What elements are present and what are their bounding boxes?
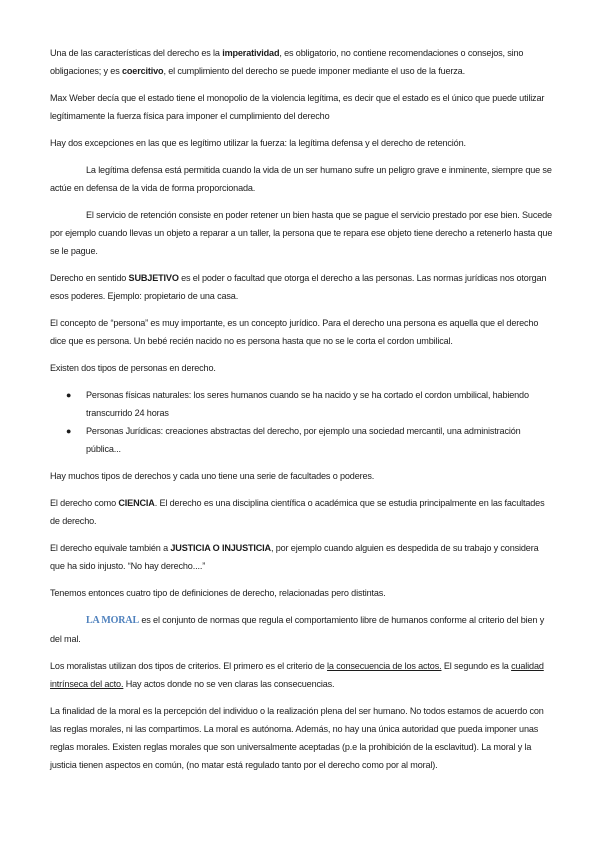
term-ciencia: CIENCIA	[118, 498, 155, 508]
text: El derecho equivale también a	[50, 543, 171, 553]
bullet-icon: ●	[66, 426, 72, 436]
text: El segundo es la	[441, 661, 512, 671]
paragraph-subjetivo	[50, 269, 555, 305]
text: , por ejemplo cuando alguien es despedida de su trabajo y considera que ha sido injusto. “No hay derecho....”	[50, 543, 539, 571]
paragraph-tipos-personas: Existen dos tipos de personas en derecho.	[50, 363, 216, 373]
term-subjetivo: SUBJETIVO	[128, 273, 179, 283]
text: Hay actos donde no se ven claras las consecuencias.	[123, 679, 335, 689]
paragraph-moralistas	[50, 657, 555, 693]
list-item	[50, 422, 555, 458]
text: El derecho como	[50, 498, 119, 508]
text: . El derecho es una disciplina científica o académica que se estudia principalmente en las facultades de derecho.	[50, 498, 545, 526]
bullet-icon: ●	[66, 390, 72, 400]
list-item-text: Personas físicas naturales: los seres humanos cuando se ha nacido y se ha cortado el cordon umbilical, habiendo transcurrido 24 horas	[86, 390, 529, 418]
paragraph-legitima-defensa: La legítima defensa está permitida cuando la vida de un ser humano sufre un peligro grave e inminente, siempre que se actúe en defensa de la vida de forma proporcionada.	[50, 165, 552, 193]
text: Una de las características del derecho es la	[50, 48, 223, 58]
paragraph-retencion: El servicio de retención consiste en poder retener un bien hasta que se pague el servicio prestado por ese bien. Sucede por ejemplo cuando llevas un objeto a reparar a un taller, la persona que te repara ese objeto tiene derecho a retenerlo hasta que se le pague.	[50, 210, 553, 256]
paragraph-cuatro-definiciones: Tenemos entonces cuatro tipo de definiciones de derecho, relacionadas pero distintas.	[50, 588, 386, 598]
text: Derecho en sentido	[50, 273, 129, 283]
text: Los moralistas utilizan dos tipos de criterios. El primero es el criterio de	[50, 661, 328, 671]
term-coercitivo: coercitivo	[121, 66, 164, 76]
text: es el poder o facultad que otorga el derecho a las personas. Las normas jurídicas nos otorgan esos poderes. Ejemplo: propietario de una casa.	[50, 273, 547, 301]
text: , el cumplimiento del derecho se puede imponer mediante el uso de la fuerza.	[163, 66, 465, 76]
heading-la-moral: LA MORAL	[86, 615, 139, 626]
term-imperatividad: imperatividad	[222, 48, 280, 58]
list-personas	[50, 386, 555, 458]
paragraph-tipos-derechos: Hay muchos tipos de derechos y cada uno tiene una serie de facultades o poderes.	[50, 471, 375, 481]
paragraph-la-moral	[50, 611, 555, 648]
list-item-text: Personas Jurídicas: creaciones abstractas del derecho, por ejemplo una sociedad mercantil, una administración pública...	[86, 426, 521, 454]
list-item	[50, 386, 555, 422]
paragraph-excepciones: Hay dos excepciones en las que es legítimo utilizar la fuerza: la legítima defensa y el derecho de retención.	[50, 138, 466, 148]
underlined-criterio-1: la consecuencia de los actos.	[327, 661, 442, 671]
underlined-criterio-2: cualidad intrínseca del acto.	[50, 661, 544, 689]
paragraph-imperatividad	[50, 44, 555, 80]
document-body	[50, 44, 555, 783]
paragraph-persona: El concepto de “persona” es muy importante, es un concepto jurídico. Para el derecho una persona es aquella que el derecho dice que es persona. Un bebé recién nacido no es persona hasta que no se le corta el cordon umbilical.	[50, 318, 539, 346]
paragraph-justicia	[50, 539, 555, 575]
paragraph-weber: Max Weber decía que el estado tiene el monopolio de la violencia legítima, es decir que el estado es el único que puede utilizar legítimamente la fuerza física para imponer el cumplimiento del derecho	[50, 93, 545, 121]
term-justicia: JUSTICIA O INJUSTICIA	[170, 543, 271, 553]
paragraph-finalidad-moral: La finalidad de la moral es la percepción del individuo o la realización plena del ser humano. No todos estamos de acuerdo con las reglas morales, ni las compartimos. La moral es autónoma. Además, no hay una única autoridad que pueda imponer unas reglas morales. Existen reglas morales que son universalmente aceptadas (p.e la prohibición de la esclavitud). La moral y la justicia tienen aspectos en común, (no matar está regulado tanto por el derecho como por al moral).	[50, 706, 544, 770]
paragraph-ciencia	[50, 494, 555, 530]
text: , es obligatorio, no contiene recomendaciones o consejos, sino obligaciones; y es	[50, 48, 524, 76]
text: es el conjunto de normas que regula el comportamiento libre de humanos conforme al criterio del bien y del mal.	[50, 615, 545, 644]
